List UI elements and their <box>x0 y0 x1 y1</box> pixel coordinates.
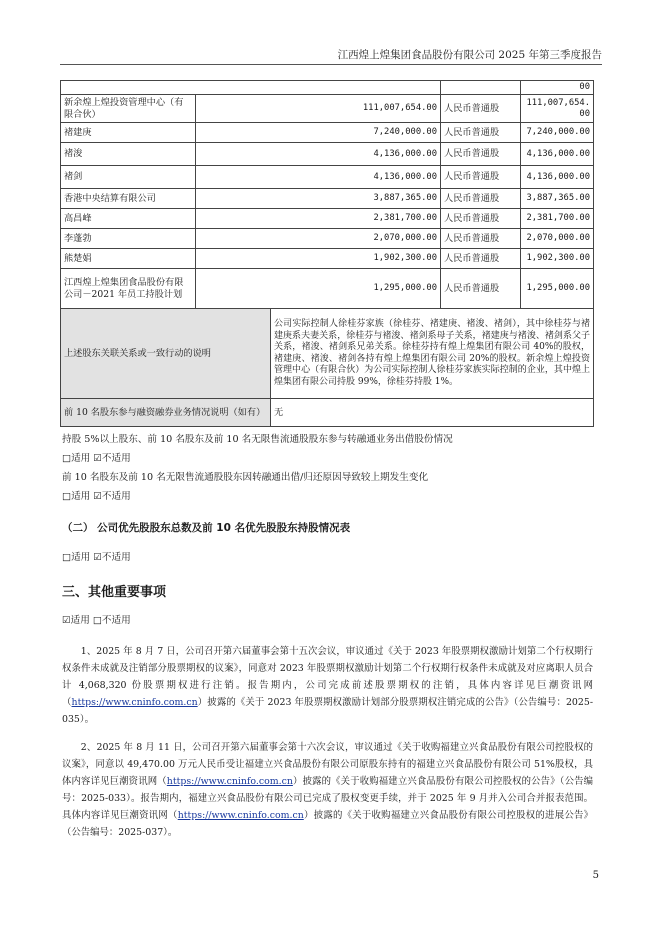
preferred-shares-answer: □适用 ☑不适用 <box>62 552 131 563</box>
share-count: 7,240,000.00 <box>521 123 594 143</box>
top-holders-table <box>60 80 594 427</box>
header-divider <box>60 64 602 65</box>
share-count: 4,136,000.00 <box>521 143 594 166</box>
refinancing-change-answer: □适用 ☑不适用 <box>62 491 131 502</box>
share-type: 人民币普通股 <box>441 209 521 229</box>
other-matters-answer: ☑适用 □不适用 <box>62 615 131 626</box>
share-count: 1,295,000.00 <box>521 269 594 309</box>
holder-qty: 4,136,000.00 <box>196 166 441 189</box>
share-count: 1,902,300.00 <box>521 249 594 269</box>
table-row <box>61 269 594 309</box>
holder-name: 香港中央结算有限公司 <box>61 189 196 209</box>
share-type: 人民币普通股 <box>441 229 521 249</box>
table-row <box>61 229 594 249</box>
holder-name: 熊楚娟 <box>61 249 196 269</box>
share-type: 人民币普通股 <box>441 95 521 123</box>
share-count: 2,070,000.00 <box>521 229 594 249</box>
holder-name: 褚浚 <box>61 143 196 166</box>
margin-text: 无 <box>271 399 594 427</box>
table-row <box>61 209 594 229</box>
table-row <box>61 95 594 123</box>
share-type: 人民币普通股 <box>441 123 521 143</box>
table-row <box>61 249 594 269</box>
holder-qty: 4,136,000.00 <box>196 143 441 166</box>
share-count-line2: 00 <box>579 108 591 119</box>
holder-name: 褚建庚 <box>61 123 196 143</box>
table-row <box>61 123 594 143</box>
preferred-shares-heading: （二） 公司优先股股东总数及前 10 名优先股股东持股情况表 <box>62 522 351 534</box>
share-type: 人民币普通股 <box>441 166 521 189</box>
share-type: 人民币普通股 <box>441 249 521 269</box>
page-header-title: 江西煌上煌集团食品股份有限公司 2025 年第三季度报告 <box>337 49 602 61</box>
para2-text-c: ）披露的《关于收购福建立兴食品股份有限公司控股权的进展公告》（公告编号：2025-037）。 <box>62 810 593 838</box>
refinancing-lending-answer: □适用 ☑不适用 <box>62 453 131 464</box>
holder-qty: 1,902,300.00 <box>196 249 441 269</box>
table-row <box>61 189 594 209</box>
share-type: 人民币普通股 <box>441 189 521 209</box>
carry-cell: 00 <box>521 81 594 95</box>
holder-qty: 2,381,700.00 <box>196 209 441 229</box>
share-count-line1: 111,007,654. <box>526 97 591 108</box>
refinancing-change-question: 前 10 名股东及前 10 名无限售流通股股东因转融通出借/归还原因导致较上期发生变化 <box>62 472 429 483</box>
share-count <box>521 95 594 123</box>
table-row <box>61 166 594 189</box>
page-number: 5 <box>592 870 599 881</box>
holder-qty: 1,295,000.00 <box>196 269 441 309</box>
holder-qty: 111,007,654.00 <box>196 95 441 123</box>
table-row <box>61 81 594 95</box>
holder-name: 高昌峰 <box>61 209 196 229</box>
holder-name: 褚剑 <box>61 166 196 189</box>
share-count: 2,381,700.00 <box>521 209 594 229</box>
relation-text: 公司实际控制人徐桂芬家族（徐桂芬、褚建庚、褚浚、褚剑），其中徐桂芬与褚建庚系夫妻关系，徐桂芬与褚浚、褚剑系母子关系，褚建庚与褚浚、褚剑系父子关系，褚浚、褚剑系兄弟关系。徐桂芬持有煌上煌集团有限公司 40%的股权，褚建庚、褚浚、褚剑各持有煌上煌集团有限公司 20%的股权。新余煌上煌投资管理中心（有限合伙）为公司实际控制人徐桂芬家族实际控制的企业，其中煌上煌集团有限公司持股 99%，徐桂芬持股 1%。 <box>271 309 594 399</box>
cninfo-link[interactable]: https://www.cninfo.com.cn <box>71 697 198 708</box>
relation-row <box>61 309 594 399</box>
holder-qty: 7,240,000.00 <box>196 123 441 143</box>
holder-name: 李蓬勃 <box>61 229 196 249</box>
other-matters-heading: 三、其他重要事项 <box>62 585 167 600</box>
refinancing-lending-question: 持股 5%以上股东、前 10 名股东及前 10 名无限售流通股股东参与转融通业务出借股份情况 <box>62 434 453 445</box>
para2-text-b: ）披露的《关于收购福建立兴食品股份有限公司控股权的公告》（公告编号：2025-033）。报告期内，福建立兴食品股份有限公司已完成了股权变更手续，并于 2025 年 9 月并入公司合并报表范围。具体内容详见巨潮资讯网（ <box>62 776 593 821</box>
cninfo-link[interactable]: https://www.cninfo.com.cn <box>166 776 293 787</box>
share-count: 4,136,000.00 <box>521 166 594 189</box>
para1-text-a: 1、2025 年 8 月 7 日，公司召开第六届董事会第十五次会议，审议通过《关于 2023 年股票期权激励计划第二个行权期行权条件未成就及注销部分股票期权的议案》，同意对 2023 年股票期权激励计划第二个行权期行权条件未成就及对应离职人员合计 4,068,320 份股票期权进行注销。报告期内，公司完成前述股票期权的注销，具体内容详见巨潮资讯网（ <box>62 646 593 708</box>
share-count: 3,887,365.00 <box>521 189 594 209</box>
holder-qty: 3,887,365.00 <box>196 189 441 209</box>
share-type: 人民币普通股 <box>441 143 521 166</box>
share-type: 人民币普通股 <box>441 269 521 309</box>
matter-paragraph-1 <box>62 643 593 728</box>
holder-name: 江西煌上煌集团食品股份有限公司－2021 年员工持股计划 <box>61 269 196 309</box>
table-row <box>61 143 594 166</box>
holder-name: 新余煌上煌投资管理中心（有限合伙） <box>61 95 196 123</box>
margin-row <box>61 399 594 427</box>
para2-text-a: 2、2025 年 8 月 11 日，公司召开第六届董事会第十六次会议，审议通过《关于收购福建立兴食品股份有限公司控股权的议案》，同意以 49,470.00 万元人民币受让福建立兴食品股份有限公司原股东持有的福建立兴食品股份有限公司 51%股权，具体内容详见巨潮资讯网（ <box>62 742 593 787</box>
matter-paragraph-2 <box>62 739 593 841</box>
margin-label: 前 10 名股东参与融资融券业务情况说明（如有） <box>61 399 271 427</box>
relation-label: 上述股东关联关系或一致行动的说明 <box>61 309 271 399</box>
cninfo-link[interactable]: https://www.cninfo.com.cn <box>177 810 304 821</box>
para1-text-b: ）披露的《关于 2023 年股票期权激励计划部分股票期权注销完成的公告》（公告编号：2025-035）。 <box>62 697 593 725</box>
holder-qty: 2,070,000.00 <box>196 229 441 249</box>
